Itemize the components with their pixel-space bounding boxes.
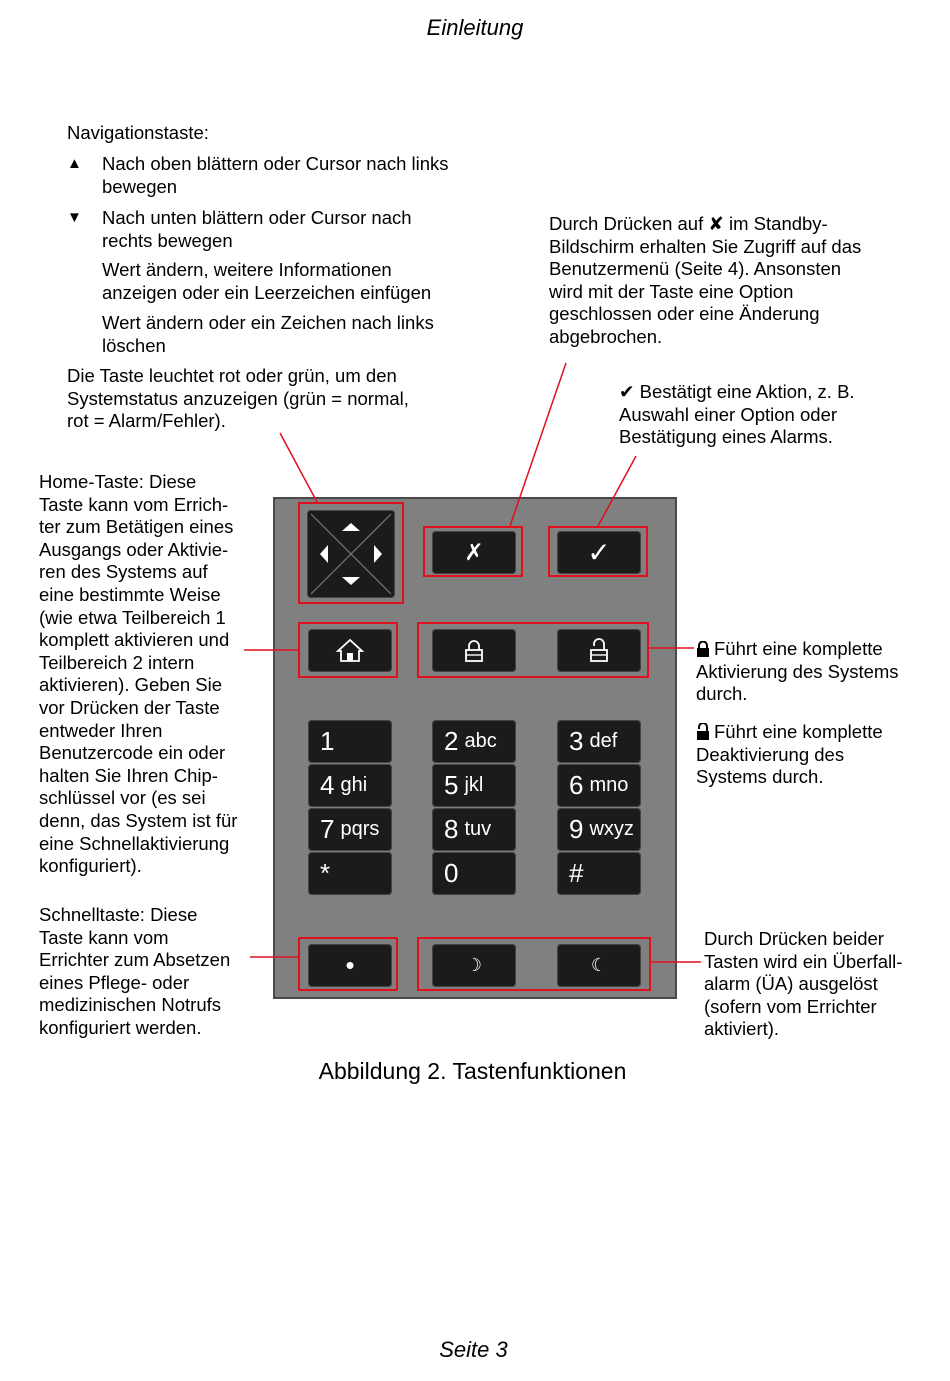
digit-key-9[interactable]: 9 wxyz <box>557 808 641 851</box>
cancel-key-note: Durch Drücken auf ✘ im Standby- Bildschirm erhalten Sie Zugriff auf das Benutzermenü (Seite 4). Ansonsten wird mit der Taste eine Option geschlossen oder eine Änderung abgebrochen. <box>549 213 862 347</box>
digit-key-4[interactable]: 4 ghi <box>308 764 392 807</box>
hash-key[interactable]: # <box>557 852 641 895</box>
nav-item-text: Nach oben blättern oder Cursor nach links bewegen <box>102 153 449 197</box>
nav-status-note: Die Taste leuchtet rot oder grün, um den Systemstatus anzuzeigen (grün = normal, rot = Alarm/Fehler). <box>67 365 409 432</box>
digit-key-7[interactable]: 7 pqrs <box>308 808 392 851</box>
digit-key-5[interactable]: 5 jkl <box>432 764 516 807</box>
dot-icon: • <box>345 950 355 980</box>
up-triangle-icon: ▲ <box>67 155 82 172</box>
panic-right-icon: ☾ <box>590 955 608 975</box>
digit-key-3[interactable]: 3 def <box>557 720 641 763</box>
digit-key-1[interactable]: 1 <box>308 720 392 763</box>
page-footer: Seite 3 <box>439 1337 508 1362</box>
panic-left-icon: ☽ <box>465 955 483 975</box>
nav-heading: Navigationstaste: <box>67 122 209 143</box>
digit-key-0[interactable]: 0 <box>432 852 516 895</box>
nav-item-left: Wert ändern oder ein Zeichen nach links löschen <box>102 312 434 356</box>
arm-key-note: Führt eine komplette Aktivierung des Systems durch. <box>696 638 899 705</box>
digit-key-2[interactable]: 2 abc <box>432 720 516 763</box>
cancel-icon: ✗ <box>464 539 484 565</box>
confirm-key-note: ✔ Bestätigt eine Aktion, z. B. Auswahl einer Option oder Bestätigung eines Alarms. <box>619 381 855 448</box>
star-key[interactable]: * <box>308 852 392 895</box>
panic-keys-note: Durch Drücken beider Tasten wird ein Überfall- alarm (ÜA) ausgelöst (sofern vom Errichter aktiviert). <box>704 928 903 1040</box>
digit-key-8[interactable]: 8 tuv <box>432 808 516 851</box>
figure-caption: Abbildung 2. Tastenfunktionen <box>318 1058 627 1084</box>
nav-item-right: Wert ändern, weitere Informationen anzeigen oder ein Leerzeichen einfügen <box>102 259 432 303</box>
down-triangle-icon: ▼ <box>67 209 82 226</box>
checkmark-icon: ✓ <box>587 537 611 568</box>
page-header: Einleitung <box>426 15 524 40</box>
home-key-note: Home-Taste: Diese Taste kann vom Errich- ter zum Betätigen eines Ausgangs oder Aktivie- ren des Systems auf eine bestimmte Weise (wie etwa Teilbereich 1 komplett aktivieren und Teilbereich 2 intern aktivieren). Geben Sie vor Drücken der Taste entweder Ihren Benutzercode ein oder halten Sie Ihren Chip- schlüssel vor (es sei denn, das System ist für eine Schnellaktivierung konfiguriert). <box>39 471 238 877</box>
nav-item-text: Nach unten blättern oder Cursor nach rechts bewegen <box>102 207 412 251</box>
quick-key-note: Schnelltaste: Diese Taste kann vom Errichter zum Absetzen eines Pflege- oder medizinischen Notrufs konfiguriert werden. <box>39 904 231 1038</box>
digit-key-6[interactable]: 6 mno <box>557 764 641 807</box>
disarm-key-note: Führt eine komplette Deaktivierung des Systems durch. <box>696 721 883 788</box>
